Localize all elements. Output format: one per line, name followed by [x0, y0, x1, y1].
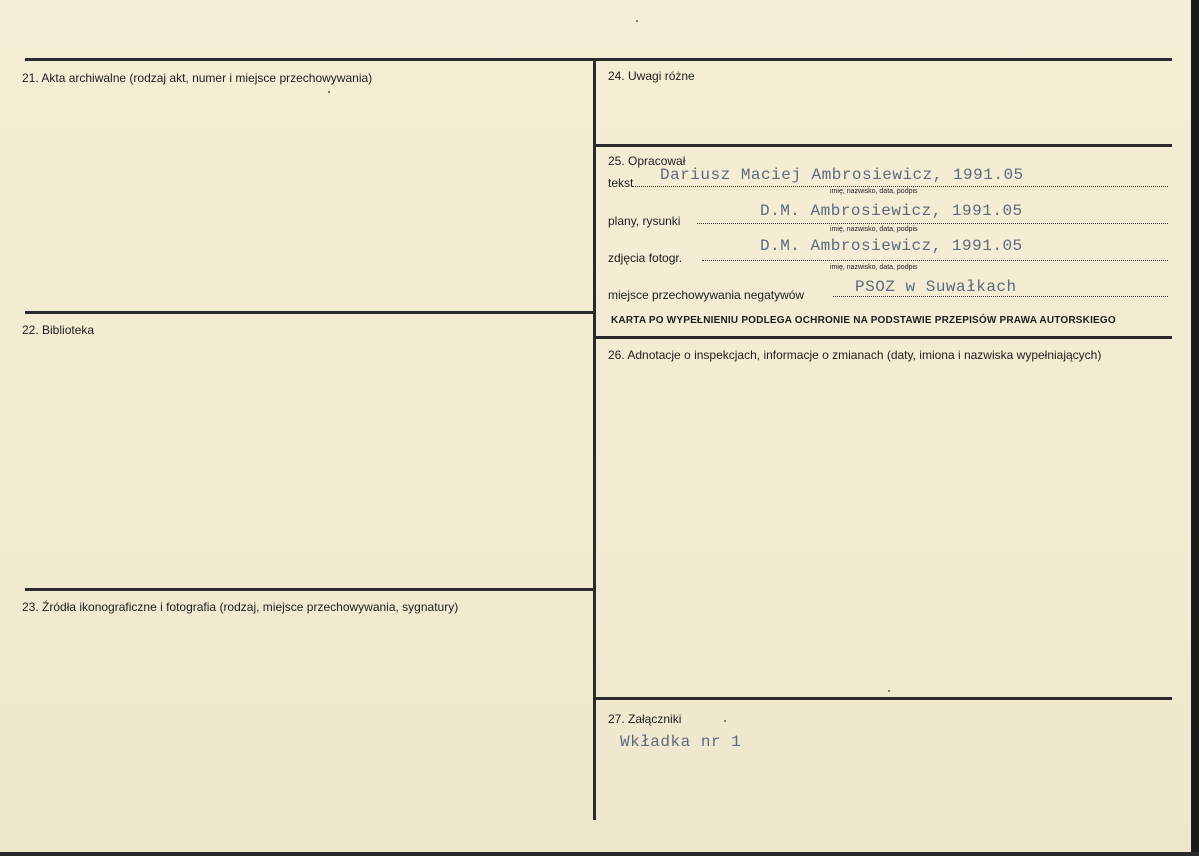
section-24-label: 24. Uwagi różne: [608, 69, 695, 83]
section-26-label: 26. Adnotacje o inspekcjach, informacje o zmianach (daty, imiona i nazwiska wypełniających): [608, 348, 1102, 362]
paper-speck: [328, 91, 330, 93]
card-bottom-edge: [0, 852, 1199, 856]
field-tekst-value: Dariusz Maciej Ambrosiewicz, 1991.05: [660, 166, 1024, 184]
section-21-label: 21. Akta archiwalne (rodzaj akt, numer i miejsce przechowywania): [22, 71, 373, 85]
field-plany-value: D.M. Ambrosiewicz, 1991.05: [760, 202, 1023, 220]
copyright-notice: KARTA PO WYPEŁNIENIU PODLEGA OCHRONIE NA PODSTAWIE PRZEPISÓW PRAWA AUTORSKIEGO: [611, 315, 1116, 326]
field-zdjecia-value: D.M. Ambrosiewicz, 1991.05: [760, 237, 1023, 255]
field-plany-hint: imię, nazwisko, data, podpis: [830, 226, 918, 233]
paper-speck: [636, 20, 638, 22]
field-zdjecia-line: [702, 260, 1168, 261]
field-tekst-hint: imię, nazwisko, data, podpis: [830, 188, 918, 195]
attachment-value: Wkładka nr 1: [620, 733, 742, 751]
rule-22-23: [25, 588, 595, 591]
section-23-label: 23. Źródła ikonograficzne i fotografia (rodzaj, miejsce przechowywania, sygnatury): [22, 600, 459, 614]
field-plany-label: plany, rysunki: [608, 214, 681, 228]
top-rule: [25, 58, 1172, 61]
field-negatywy-line: [833, 296, 1168, 297]
rule-24-25: [593, 144, 1172, 147]
field-tekst-label: tekst: [608, 176, 634, 190]
section-25-label: 25. Opracował: [608, 154, 686, 168]
section-27-label: 27. Załączniki: [608, 712, 682, 726]
field-zdjecia-hint: imię, nazwisko, data, podpis: [830, 264, 918, 271]
rule-21-22: [25, 311, 595, 314]
field-tekst-line: [633, 186, 1168, 187]
rule-26-27: [593, 697, 1172, 700]
field-plany-line: [697, 223, 1168, 224]
section-22-label: 22. Biblioteka: [22, 323, 95, 337]
field-negatywy-value: PSOZ w Suwałkach: [855, 278, 1017, 296]
card-edge-shadow: [1191, 0, 1199, 856]
field-zdjecia-label: zdjęcia fotogr.: [608, 251, 683, 265]
center-divider: [593, 58, 596, 820]
field-negatywy-label: miejsce przechowywania negatywów: [608, 288, 805, 302]
paper-speck: [724, 720, 726, 722]
paper-speck: [888, 690, 890, 692]
rule-25-26: [593, 336, 1172, 339]
